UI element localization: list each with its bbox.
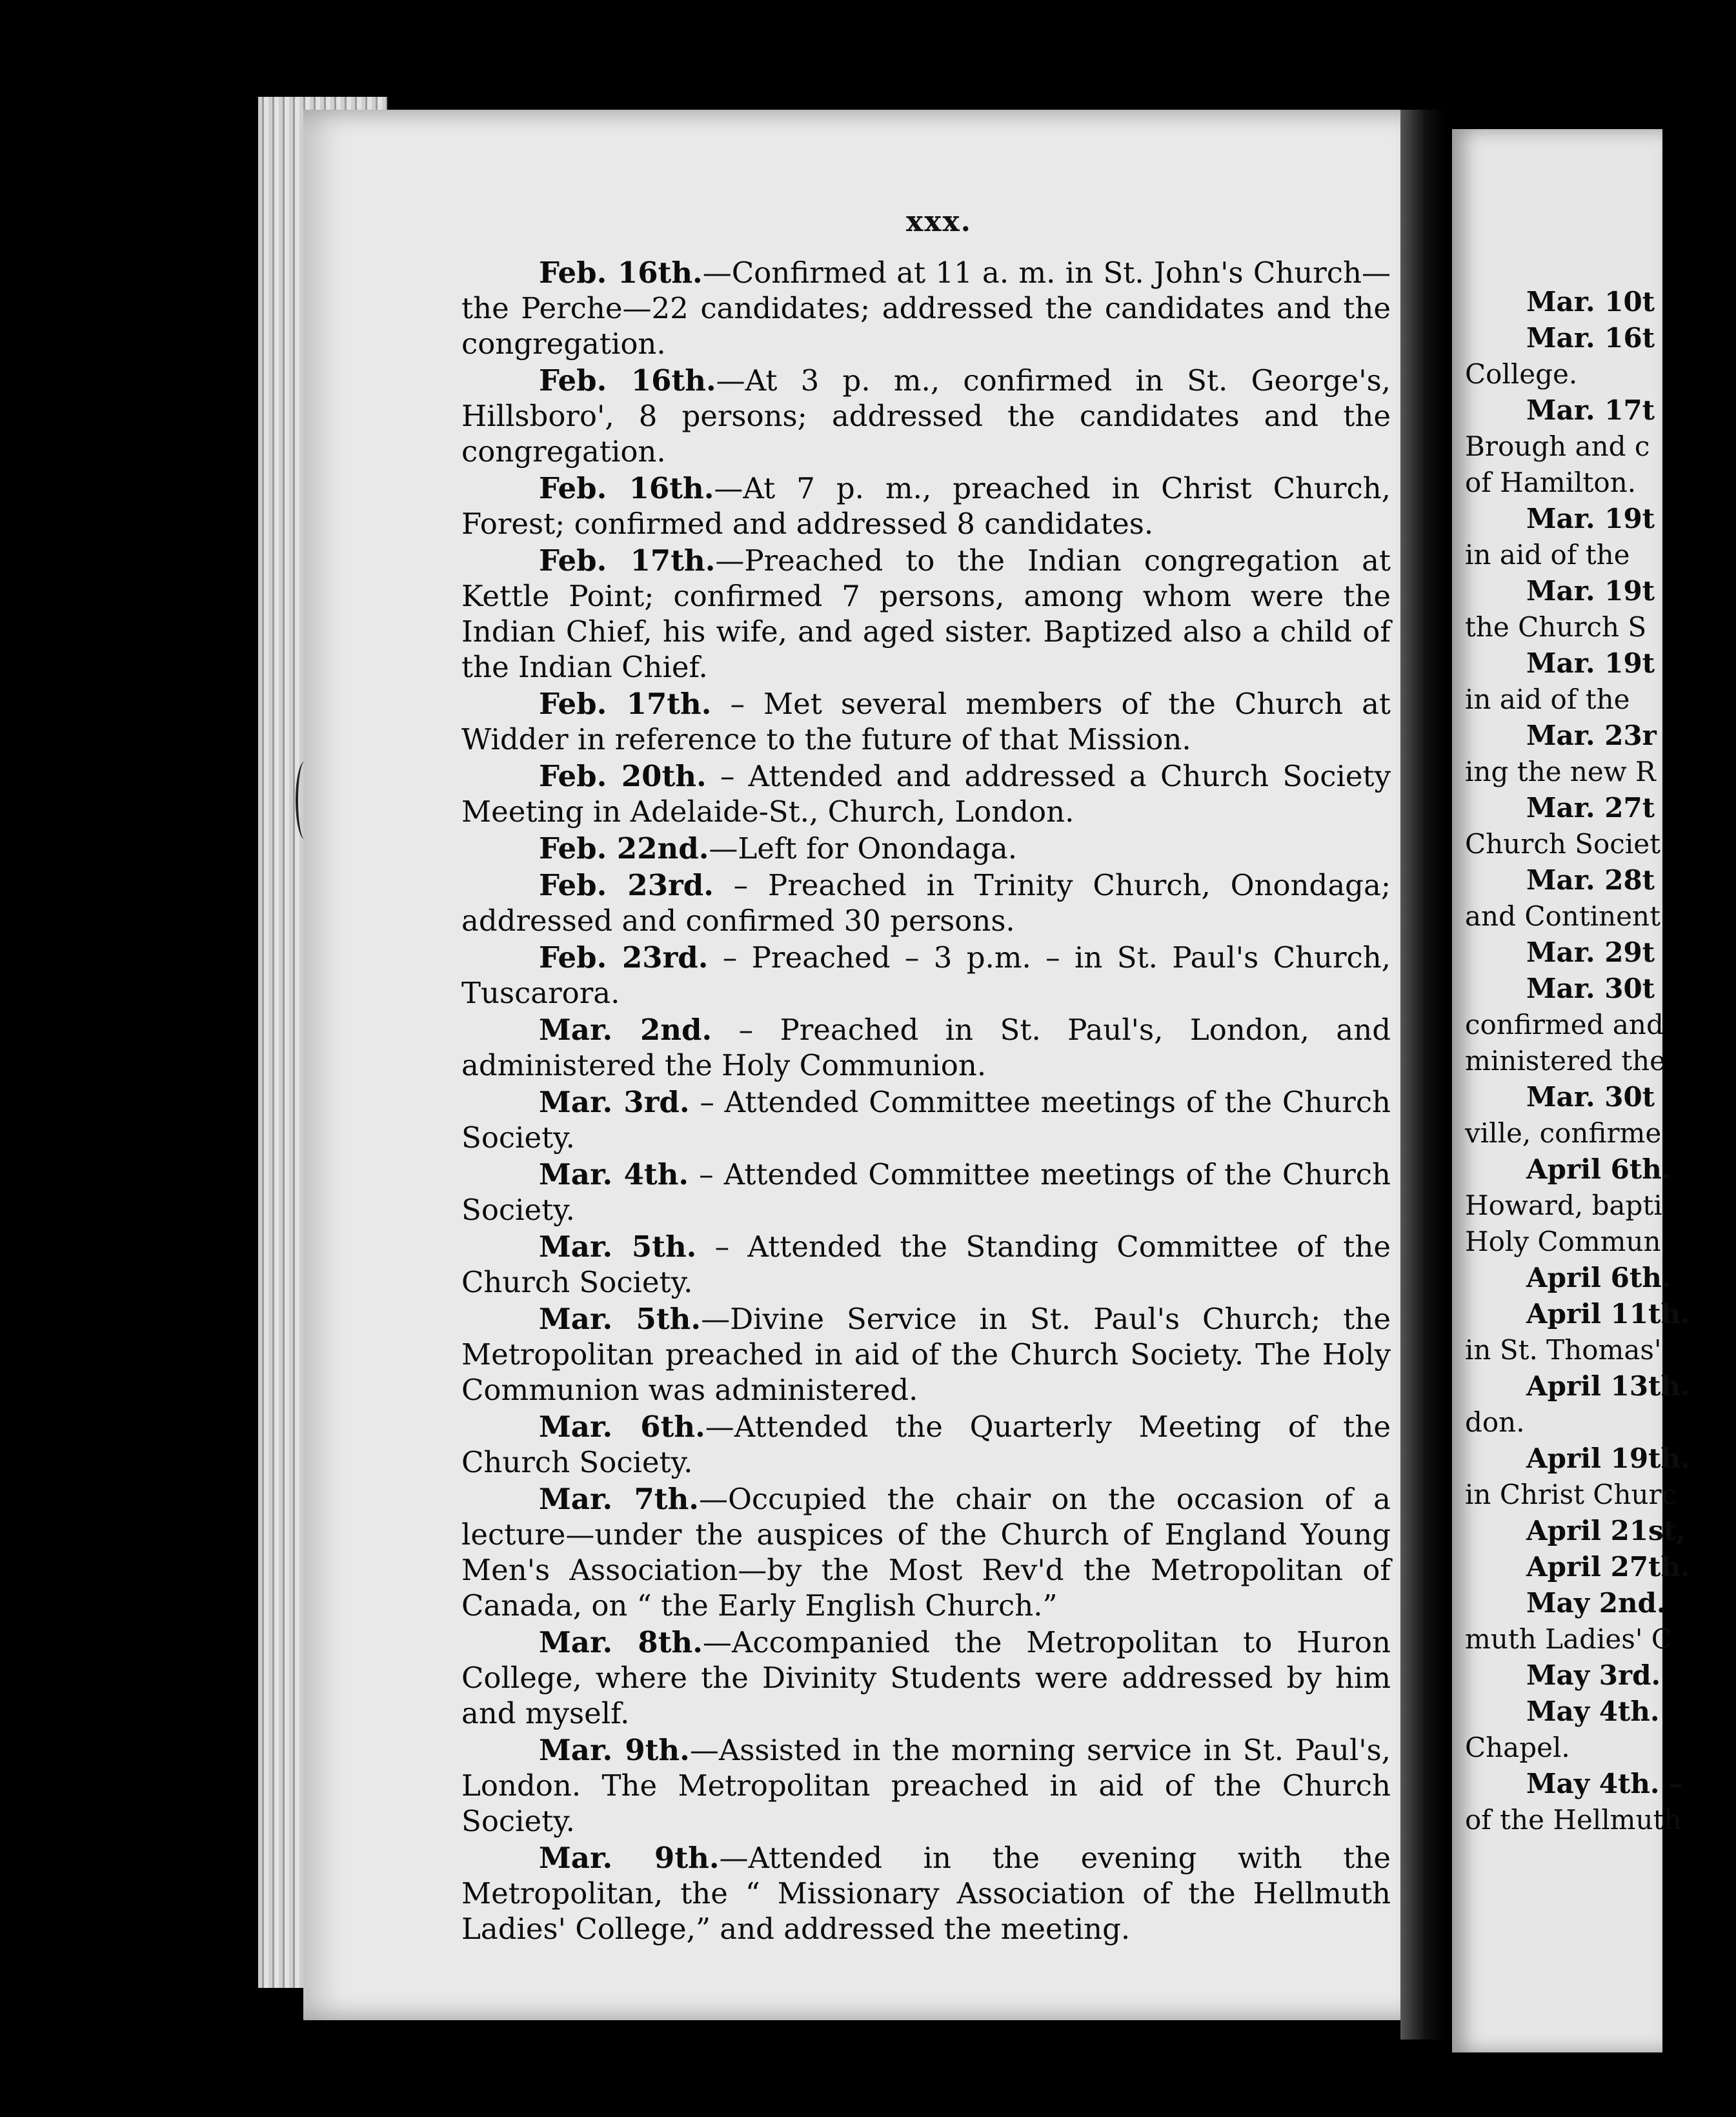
right-page-line: in Christ Churc <box>1465 1479 1677 1510</box>
right-page-line: ministered the <box>1465 1045 1666 1077</box>
right-page-line: Mar. 27t <box>1526 792 1655 824</box>
entry-date: Feb. 17th. <box>539 543 716 578</box>
diary-entry <box>461 867 1391 938</box>
entry-text: – Preached in Trinity Church, Onondaga; addressed and confirmed 30 persons. <box>461 868 1391 938</box>
right-page-line: and Continent <box>1465 900 1660 932</box>
right-page-line: April 6th. <box>1526 1262 1671 1293</box>
entry-text: —Attended the Quarterly Meeting of the Church Society. <box>461 1410 1391 1479</box>
right-page-line: of Hamilton. <box>1465 467 1637 498</box>
right-page-line: in aid of the <box>1465 539 1630 571</box>
right-page-line: Mar. 16t <box>1526 322 1655 354</box>
entry-text: – Preached – 3 p.m. – in St. Paul's Church, Tuscarora. <box>461 940 1391 1010</box>
entry-text: – Attended Committee meetings of the Church Society. <box>461 1157 1391 1227</box>
entry-text: —Left for Onondaga. <box>709 831 1018 866</box>
entry-text: —At 7 p. m., preached in Christ Church, Forest; confirmed and addressed 8 candidates. <box>461 471 1391 541</box>
entry-text: – Attended the Standing Committee of the Church Society. <box>461 1230 1391 1299</box>
entry-date: Mar. 6th. <box>539 1410 705 1444</box>
right-page-line: April 21st, <box>1526 1515 1686 1546</box>
diary-entry <box>461 1012 1391 1083</box>
right-page-line: Mar. 28t <box>1526 864 1655 896</box>
entry-text: – Attended Committee meetings of the Church Society. <box>461 1085 1391 1155</box>
right-page-line: the Church S <box>1465 611 1647 643</box>
right-page-line: May 4th. <box>1526 1696 1660 1727</box>
entry-date: Mar. 9th. <box>539 1841 720 1875</box>
entry-text: —Confirmed at 11 a. m. in St. John's Church—the Perche—22 candidates; addressed the candidates and the congregation. <box>461 256 1391 361</box>
diary-entry <box>461 1732 1391 1839</box>
right-page-line: Mar. 29t <box>1526 937 1655 968</box>
entry-text: —Preached to the Indian congregation at Kettle Point; confirmed 7 persons, among whom were the Indian Chief, his wife, and aged sister. Baptized also a child of the Indian Chief. <box>461 543 1391 684</box>
diary-entry <box>461 1840 1391 1947</box>
right-page-line: Mar. 19t <box>1526 575 1655 607</box>
diary-entry <box>461 1481 1391 1623</box>
entry-date: Feb. 17th. <box>539 687 712 721</box>
entry-date: Feb. 16th. <box>539 471 714 505</box>
diary-entry <box>461 363 1391 469</box>
diary-entry <box>461 1229 1391 1300</box>
diary-entry <box>461 758 1391 829</box>
entry-date: Mar. 4th. <box>539 1157 689 1191</box>
right-page-line: muth Ladies' C <box>1465 1623 1672 1655</box>
entry-text: —At 3 p. m., confirmed in St. George's, Hillsboro', 8 persons; addressed the candidates and the congregation. <box>461 363 1391 469</box>
margin-mark <box>296 762 314 839</box>
entry-text: – Attended and addressed a Church Society Meeting in Adelaide-St., Church, London. <box>461 759 1391 829</box>
entry-text: – Met several members of the Church at Widder in reference to the future of that Mission. <box>461 687 1391 756</box>
right-page-line: Mar. 17t <box>1526 394 1655 426</box>
right-page-line: April 27th. <box>1526 1551 1690 1583</box>
right-page-line: Mar. 19t <box>1526 647 1655 679</box>
entry-text: —Divine Service in St. Paul's Church; the Metropolitan preached in aid of the Church Society. The Holy Communion was administered. <box>461 1302 1391 1407</box>
entry-date: Mar. 3rd. <box>539 1085 690 1119</box>
right-page-line: May 4th. – <box>1526 1768 1683 1799</box>
right-page-line: April 6th. <box>1526 1153 1671 1185</box>
right-page-line: Howard, bapti <box>1465 1190 1662 1221</box>
left-page-text <box>461 255 1391 1948</box>
right-page-line: April 13th. <box>1526 1370 1690 1402</box>
entry-date: Feb. 23rd. <box>539 868 714 902</box>
right-page-line: April 19th. <box>1526 1443 1690 1474</box>
right-page-line: in aid of the <box>1465 684 1630 715</box>
right-page-text <box>1465 284 1736 1838</box>
diary-entry <box>461 255 1391 361</box>
diary-entry <box>461 1157 1391 1228</box>
right-page-line: Mar. 30t <box>1526 1081 1655 1113</box>
entry-date: Mar. 5th. <box>539 1302 701 1336</box>
entry-text: —Assisted in the morning service in St. Paul's, London. The Metropolitan preached in aid of the Church Society. <box>461 1733 1391 1838</box>
right-page-line: April 11th. <box>1526 1298 1690 1330</box>
book-gutter <box>1400 110 1446 2040</box>
entry-text: – Preached in St. Paul's, London, and administered the Holy Communion. <box>461 1013 1391 1082</box>
diary-entry <box>461 1084 1391 1155</box>
right-page-line: in St. Thomas' <box>1465 1334 1662 1366</box>
diary-entry <box>461 1409 1391 1480</box>
right-page-line: Church Societ <box>1465 828 1660 860</box>
entry-date: Mar. 5th. <box>539 1230 697 1264</box>
right-page-line: ing the new R <box>1465 756 1656 787</box>
right-page-line: Brough and c <box>1465 430 1650 462</box>
entry-date: Feb. 22nd. <box>539 831 709 866</box>
right-page-line: May 3rd. <box>1526 1659 1661 1691</box>
right-page <box>1452 129 1690 2052</box>
entry-text: —Attended in the evening with the Metropolitan, the “ Missionary Association of the Hellmuth Ladies' College,” and addressed the meeting. <box>461 1841 1391 1946</box>
entry-date: Feb. 16th. <box>539 256 703 290</box>
page-number: xxx. <box>905 205 972 238</box>
right-page-line: Mar. 23r <box>1526 720 1657 751</box>
entry-date: Mar. 2nd. <box>539 1013 712 1047</box>
diary-entry <box>461 1625 1391 1731</box>
right-page-line: Mar. 10t <box>1526 286 1655 318</box>
diary-entry <box>461 940 1391 1011</box>
entry-date: Feb. 23rd. <box>539 940 709 975</box>
right-page-line: of the Hellmuth <box>1465 1804 1682 1836</box>
diary-entry <box>461 543 1391 685</box>
diary-entry <box>461 1301 1391 1408</box>
right-page-line: May 2nd. <box>1526 1587 1666 1619</box>
entry-text: —Occupied the chair on the occasion of a lecture—under the auspices of the Church of England Young Men's Association—by the Most Rev'd the Metropolitan of Canada, on “ the Early English Church.” <box>461 1482 1391 1623</box>
right-page-line: Mar. 30t <box>1526 973 1655 1004</box>
entry-date: Mar. 9th. <box>539 1733 690 1767</box>
diary-entry <box>461 686 1391 757</box>
entry-date: Mar. 8th. <box>539 1625 703 1659</box>
right-page-line: Holy Commun <box>1465 1226 1661 1257</box>
right-page-line: College. <box>1465 358 1578 390</box>
right-page-line: don. <box>1465 1406 1525 1438</box>
right-page-line: Mar. 19t <box>1526 503 1655 534</box>
diary-entry <box>461 831 1391 866</box>
right-page-line: ville, confirme <box>1465 1117 1662 1149</box>
right-page-line: confirmed and <box>1465 1009 1664 1040</box>
entry-date: Mar. 7th. <box>539 1482 699 1516</box>
entry-date: Feb. 16th. <box>539 363 716 398</box>
entry-date: Feb. 20th. <box>539 759 707 793</box>
entry-text: —Accompanied the Metropolitan to Huron College, where the Divinity Students were addressed by him and myself. <box>461 1625 1391 1730</box>
diary-entry <box>461 471 1391 542</box>
right-page-line: Chapel. <box>1465 1732 1570 1763</box>
